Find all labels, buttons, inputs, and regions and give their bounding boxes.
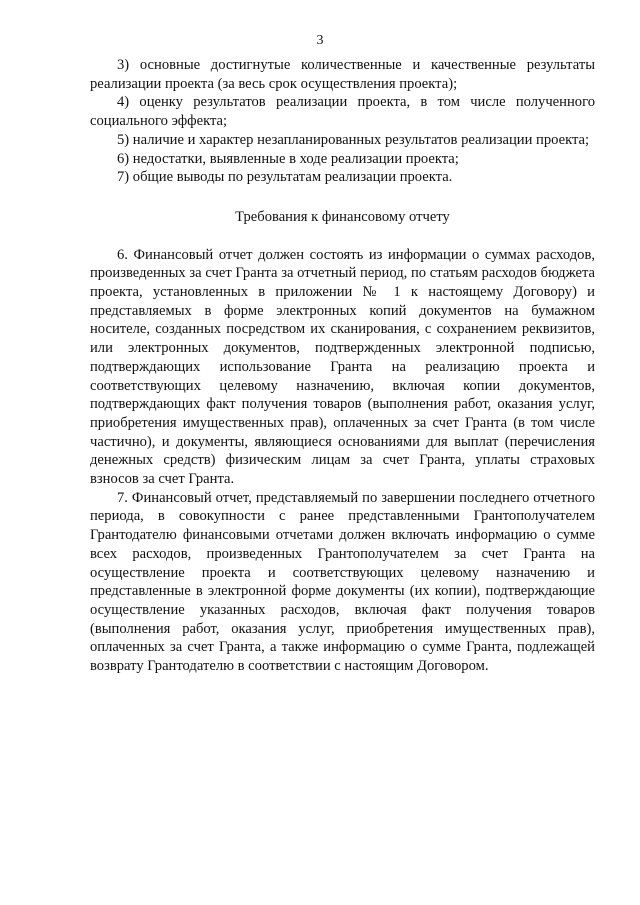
list-item-3: 3) основные достигнутые количественные и качественные результаты реализации проекта (за весь срок осуществления проекта);	[90, 57, 595, 92]
page-number: 3	[316, 33, 324, 48]
section-heading: Требования к финансовому отчету	[235, 208, 450, 225]
paragraph-6: 6. Финансовый отчет должен состоять из информации о суммах расходов, произведенных за счет Гранта за отчетный период, по статьям расходов бюджета проекта, установленных в приложении № 1 к настоящему Договору) и представляемых в форме электронных копий документов на бумажном носителе, созданных посредством их сканирования, с сохранением реквизитов, или электронных документов, подтвержденных электронной подписью, подтверждающих использование Гранта на реализацию проекта и соответствующих целевому назначению, включая копии документов, подтверждающих факт получения товаров (выполнения работ, оказания услуг, приобретения имущественных прав), оплаченных за счет Гранта (в том числе частично), и документы, являющиеся основаниями для выплат (перечисления денежных средств) физическим лицам за счет Гранта, уплаты страховых взносов за счет Гранта.	[90, 246, 595, 488]
list-item-6: 6) недостатки, выявленные в ходе реализации проекта;	[117, 150, 459, 167]
paragraph-7: 7. Финансовый отчет, представляемый по завершении последнего отчетного периода, в совокупности с ранее представленными Грантополучателем Грантодателю финансовыми отчетами должен включать информацию о сумме всех расходов, произведенных Грантополучателем за счет Гранта на осуществление проекта и соответствующих целевому назначению и представленные в электронной форме документы (их копии), подтверждающие осуществление указанных расходов, включая факт получения товаров (выполнения работ, оказания услуг, приобретения имущественных прав), оплаченных за счет Гранта, а также информацию о сумме Гранта, подлежащей возврату Грантодателю в соответствии с настоящим Договором.	[90, 489, 595, 675]
list-item-4: 4) оценку результатов реализации проекта, в том числе полученного социального эффекта;	[90, 94, 595, 130]
document-body	[90, 56, 595, 676]
list-item-5: 5) наличие и характер незапланированных результатов реализации проекта;	[117, 131, 590, 148]
list-item-7: 7) общие выводы по результатам реализации проекта.	[117, 169, 453, 186]
